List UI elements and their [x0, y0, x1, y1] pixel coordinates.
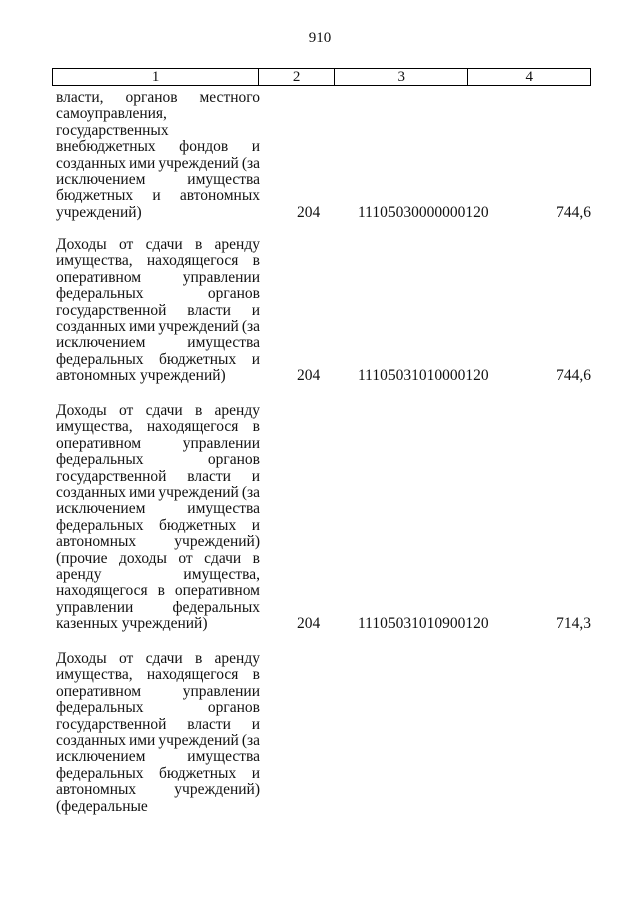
description-word: управлении [56, 598, 134, 616]
description-word: Доходы [56, 402, 107, 419]
description-word: и [251, 764, 260, 782]
table-row [52, 237, 591, 385]
description-line [56, 567, 260, 583]
description-word: автономных [179, 187, 260, 205]
description-line [56, 319, 260, 335]
description-word: аренду [214, 402, 260, 419]
description-word: бюджетных [159, 764, 237, 782]
description-line [56, 172, 260, 188]
description-word: аренду [214, 650, 260, 667]
description-word: находящегося [56, 582, 148, 600]
description-line [56, 90, 260, 106]
description-word: находящегося [146, 252, 239, 270]
description-word: федеральных [56, 285, 144, 303]
description-word: имущества [187, 748, 260, 766]
table-row [52, 90, 591, 221]
row-description [56, 237, 260, 385]
description-word: ими [128, 483, 156, 501]
row-description [56, 90, 260, 221]
description-word: исключением [56, 500, 146, 518]
description-word: фондов [179, 138, 229, 156]
description-word: самоуправления, [56, 105, 167, 123]
description-line [56, 551, 260, 567]
description-word: казенных учреждений) [56, 615, 208, 633]
description-word: Доходы [56, 650, 107, 667]
description-word: (за [241, 731, 260, 749]
description-word: учреждений [158, 483, 239, 501]
description-word: от [118, 236, 134, 253]
description-word: сдачи [204, 549, 242, 567]
description-word: органов [125, 89, 178, 106]
description-word: оперативном [174, 582, 260, 600]
description-word: учреждений [158, 154, 239, 172]
description-word: в [252, 418, 260, 436]
description-line [56, 188, 260, 204]
description-word: и [251, 138, 260, 156]
description-line [56, 452, 260, 468]
description-line [56, 583, 260, 599]
description-line [56, 286, 260, 302]
description-word: федеральных [56, 699, 144, 717]
description-word: автономных [56, 781, 137, 799]
description-word: аренду [56, 565, 102, 583]
description-word: федеральных [56, 764, 144, 782]
row-code-3: 11105031010900120 [358, 615, 489, 633]
description-word: исключением [56, 334, 146, 352]
header-col-1: 1 [53, 69, 259, 85]
description-word: бюджетных [56, 187, 134, 205]
description-word: и [152, 187, 161, 205]
description-word: оперативном [56, 682, 142, 700]
description-line [56, 270, 260, 286]
description-word: от [118, 650, 134, 667]
description-word: учреждений) [56, 203, 142, 221]
table-row [52, 403, 591, 633]
description-word: Доходы [56, 236, 107, 253]
description-word: находящегося [146, 418, 239, 436]
description-word: ими [128, 317, 156, 335]
description-word: от [118, 402, 134, 419]
description-word: созданных [56, 154, 126, 172]
header-col-2: 2 [259, 69, 335, 85]
row-description [56, 651, 260, 815]
description-line [56, 485, 260, 501]
description-word: федеральных [56, 350, 144, 368]
description-word: оперативном [56, 268, 142, 286]
description-word: автономных учреждений) [56, 367, 226, 385]
header-col-4: 4 [525, 69, 533, 85]
description-word: аренду [214, 236, 260, 253]
description-line [56, 253, 260, 269]
description-word: федеральных [172, 598, 260, 616]
row-amount: 714,3 [556, 615, 591, 633]
description-line [56, 749, 260, 765]
row-amount: 744,6 [556, 203, 591, 221]
description-word: (за [241, 154, 260, 172]
description-word: власти [187, 715, 231, 733]
description-line [56, 651, 260, 667]
description-word: в [252, 252, 260, 270]
description-word: органов [207, 699, 260, 717]
description-word: (прочие [56, 549, 108, 567]
description-word: имущества, [56, 418, 133, 436]
description-word: созданных [56, 731, 126, 749]
description-word: власти [187, 301, 231, 319]
row-code-2: 204 [297, 203, 321, 221]
description-line [56, 335, 260, 351]
description-word: имущества, [183, 565, 260, 583]
description-word: и [251, 467, 260, 485]
row-code-3: 11105030000000120 [358, 203, 489, 221]
description-line [56, 436, 260, 452]
description-word: доходы [118, 549, 167, 567]
description-word: имущества [187, 170, 260, 188]
description-word: имущества, [56, 666, 133, 684]
description-word: исключением [56, 748, 146, 766]
description-line [56, 419, 260, 435]
description-line [56, 352, 260, 368]
description-line [56, 368, 260, 384]
table-header [52, 68, 591, 86]
description-word: имущества [187, 334, 260, 352]
description-word: управлении [182, 268, 260, 286]
description-word: имущества, [56, 252, 133, 270]
description-word: местного [199, 89, 260, 106]
description-word: в [157, 582, 165, 600]
description-line [56, 766, 260, 782]
description-line [56, 139, 260, 155]
description-word: учреждений) [174, 781, 260, 799]
description-word: оперативном [56, 434, 142, 452]
description-word: (федеральные [56, 797, 148, 815]
description-line [56, 123, 260, 139]
description-word: сдачи [145, 402, 183, 419]
row-code-3: 11105031010000120 [358, 367, 489, 385]
description-word: сдачи [145, 236, 183, 253]
header-col-3: 3 [335, 69, 469, 85]
description-word: власти [187, 467, 231, 485]
row-code-2: 204 [297, 615, 321, 633]
description-word: и [251, 301, 260, 319]
row-amount: 744,6 [556, 367, 591, 385]
description-word: в [194, 236, 203, 253]
description-line [56, 403, 260, 419]
description-word: государственной [56, 467, 167, 485]
description-line [56, 600, 260, 616]
description-word: органов [207, 451, 260, 469]
description-word: находящегося [146, 666, 239, 684]
description-line [56, 237, 260, 253]
description-word: (за [241, 483, 260, 501]
description-word: ими [128, 154, 156, 172]
description-word: учреждений) [174, 533, 260, 551]
description-word: созданных [56, 317, 126, 335]
description-word: бюджетных [159, 516, 237, 534]
description-line [56, 534, 260, 550]
description-word: и [251, 350, 260, 368]
description-line [56, 684, 260, 700]
description-word: управлении [182, 682, 260, 700]
description-word: учреждений [158, 731, 239, 749]
row-description [56, 403, 260, 632]
description-line [56, 717, 260, 733]
page-number: 910 [308, 30, 332, 46]
description-word: бюджетных [159, 350, 237, 368]
description-word: и [251, 715, 260, 733]
description-line [56, 616, 260, 632]
table-row [52, 651, 591, 815]
description-line [56, 501, 260, 517]
description-word: и [251, 516, 260, 534]
description-line [56, 667, 260, 683]
description-word: государственной [56, 301, 167, 319]
description-word: государственной [56, 715, 167, 733]
description-word: федеральных [56, 516, 144, 534]
description-line [56, 518, 260, 534]
description-word: от [178, 549, 193, 567]
description-line [56, 700, 260, 716]
description-word: сдачи [145, 650, 183, 667]
description-word: в [252, 549, 260, 567]
description-word: государственных [56, 121, 169, 139]
description-line [56, 733, 260, 749]
description-word: федеральных [56, 451, 144, 469]
description-line [56, 303, 260, 319]
description-word: учреждений [158, 317, 239, 335]
description-word: внебюджетных [56, 138, 156, 156]
description-word: управлении [182, 434, 260, 452]
description-word: власти, [56, 89, 104, 106]
description-word: имущества [187, 500, 260, 518]
description-line [56, 205, 260, 221]
description-word: в [194, 650, 203, 667]
description-word: (за [241, 317, 260, 335]
description-line [56, 782, 260, 798]
description-word: ими [128, 731, 156, 749]
description-line [56, 469, 260, 485]
description-word: в [252, 666, 260, 684]
row-code-2: 204 [297, 367, 321, 385]
description-word: в [194, 402, 203, 419]
description-line [56, 156, 260, 172]
description-line [56, 106, 260, 122]
description-word: созданных [56, 483, 126, 501]
description-line [56, 799, 260, 815]
description-word: органов [207, 285, 260, 303]
description-word: исключением [56, 170, 146, 188]
description-word: автономных [56, 533, 137, 551]
